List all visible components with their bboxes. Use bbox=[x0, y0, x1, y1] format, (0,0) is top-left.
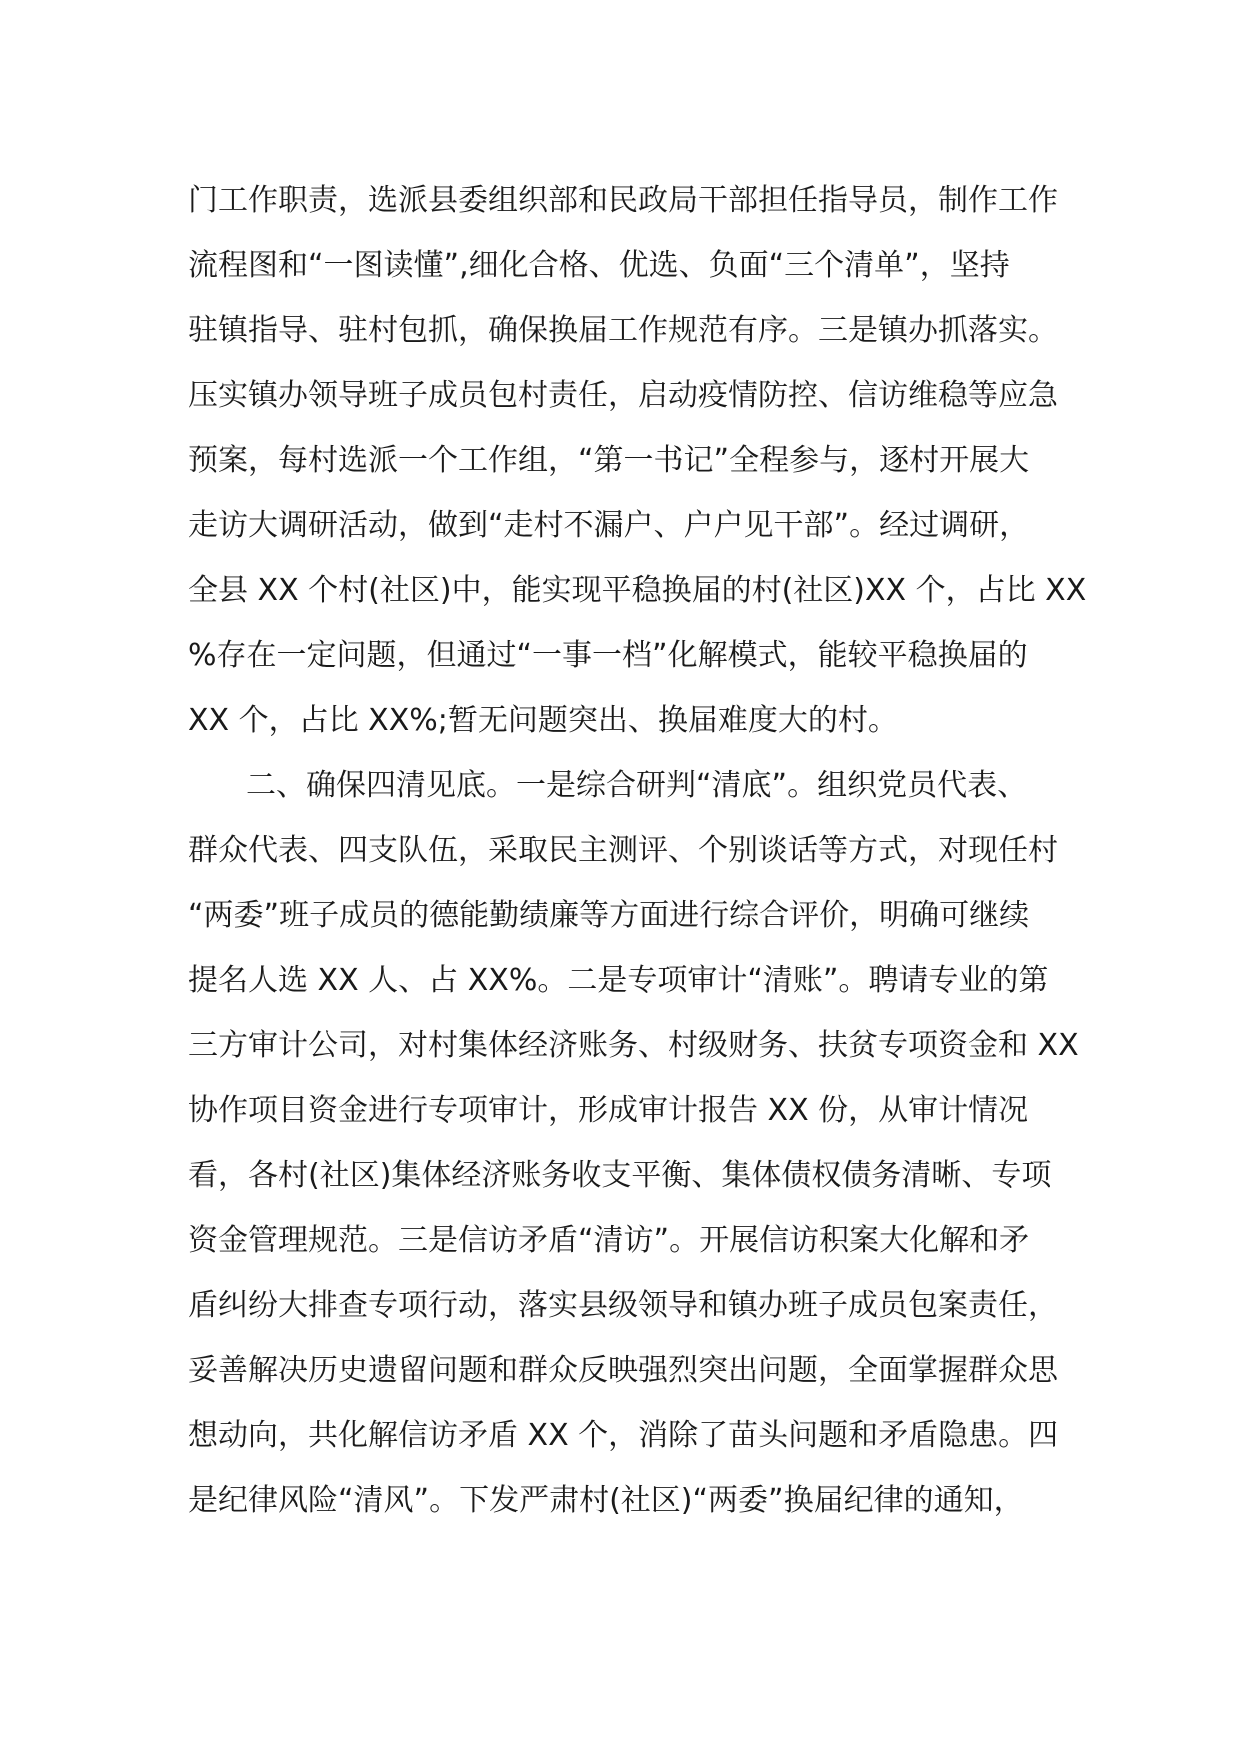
text-line: 门工作职责，选派县委组织部和民政局干部担任指导员，制作工作 bbox=[188, 183, 1058, 218]
text-line: 看，各村(社区)集体经济账务收支平衡、集体债权债务清晰、专项 bbox=[188, 1158, 1052, 1193]
text-line: 协作项目资金进行专项审计，形成审计报告 XX 份，从审计情况 bbox=[188, 1093, 1029, 1128]
text-line: “两委”班子成员的德能勤绩廉等方面进行综合评价，明确可继续 bbox=[188, 898, 1030, 933]
text-line: 提名人选 XX 人、占 XX%。二是专项审计“清账”。聘请专业的第 bbox=[188, 963, 1049, 998]
text-line: 压实镇办领导班子成员包村责任，启动疫情防控、信访维稳等应急 bbox=[188, 378, 1058, 413]
text-line: 三方审计公司，对村集体经济账务、村级财务、扶贫专项资金和 XX bbox=[188, 1028, 1079, 1063]
text-line: 妥善解决历史遗留问题和群众反映强烈突出问题，全面掌握群众思 bbox=[188, 1353, 1058, 1388]
text-line: 预案，每村选派一个工作组，“第一书记”全程参与，逐村开展大 bbox=[188, 443, 1030, 478]
text-line: XX 个，占比 XX%;暂无问题突出、换届难度大的村。 bbox=[188, 703, 898, 738]
text-line: 走访大调研活动，做到“走村不漏户、户户见干部”。经过调研， bbox=[188, 508, 1030, 543]
text-line: 资金管理规范。三是信访矛盾“清访”。开展信访积案大化解和矛 bbox=[188, 1223, 1030, 1258]
text-line: %存在一定问题，但通过“一事一档”化解模式，能较平稳换届的 bbox=[188, 638, 1028, 673]
text-line: 想动向，共化解信访矛盾 XX 个，消除了苗头问题和矛盾隐患。四 bbox=[188, 1418, 1059, 1453]
text-line: 盾纠纷大排查专项行动，落实县级领导和镇办班子成员包案责任， bbox=[188, 1288, 1058, 1323]
text-line: 群众代表、四支队伍，采取民主测评、个别谈话等方式，对现任村 bbox=[188, 833, 1058, 868]
text-line: 流程图和“一图读懂”,细化合格、优选、负面“三个清单”，坚持 bbox=[188, 248, 1010, 283]
text-line: 是纪律风险“清风”。下发严肃村(社区)“两委”换届纪律的通知， bbox=[188, 1483, 1024, 1518]
section-heading-line: 二、确保四清见底。一是综合研判“清底”。组织党员代表、 bbox=[246, 768, 1028, 803]
text-line: 驻镇指导、驻村包抓，确保换届工作规范有序。三是镇办抓落实。 bbox=[188, 313, 1058, 348]
body-text bbox=[188, 168, 1087, 1533]
text-line: 全县 XX 个村(社区)中，能实现平稳换届的村(社区)XX 个，占比 XX bbox=[188, 573, 1087, 608]
